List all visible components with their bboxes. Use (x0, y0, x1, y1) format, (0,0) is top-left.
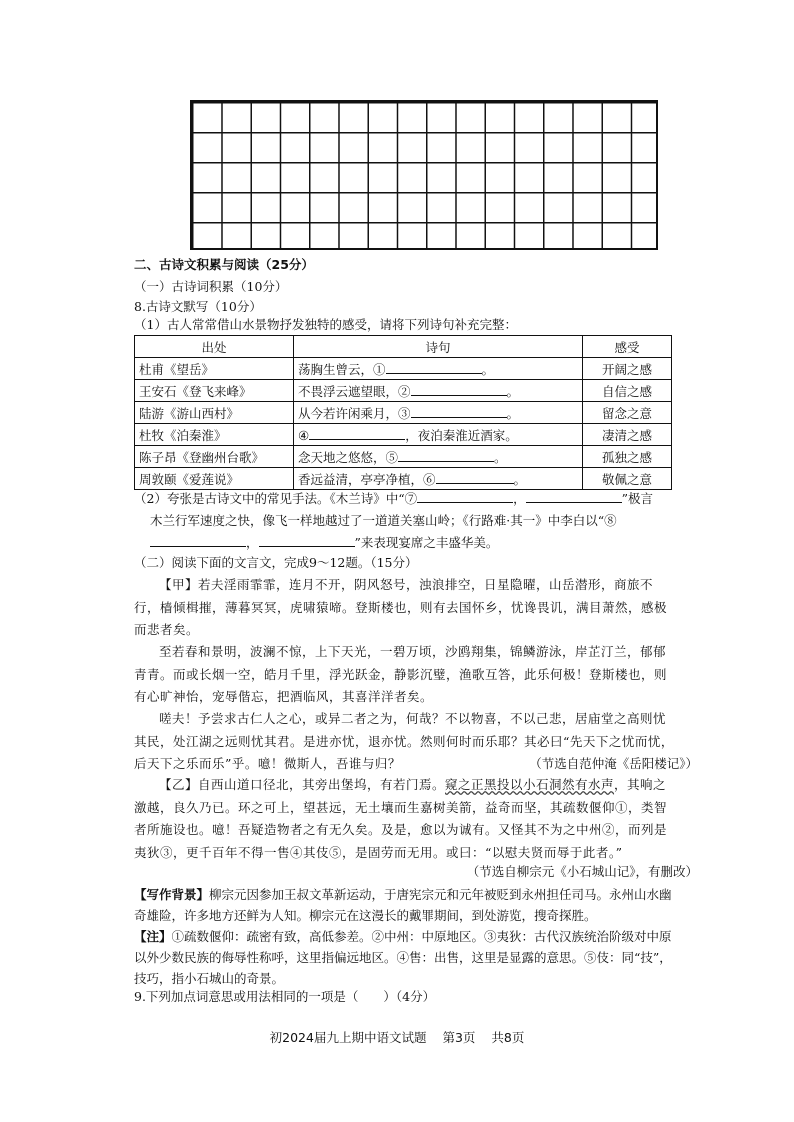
row-source: 陈子昂《登幽州台歌》 (135, 446, 294, 468)
passage-jia-source: （节选自范仲淹《岳阳楼记》） (529, 756, 698, 771)
row-verse: 从今若许闲乘月，③ 。 (294, 402, 583, 424)
notes: 【注】①疏数偃仰：疏密有致，高低参差。②中州：中原地区。③夷狄：古代汉族统治阶级对中原以外少数民族的侮辱性称呼，这里指偏远地区。④售：出售，这里是显露的意思。⑤伎：同“技”，技巧，指小石城山的奇景。 (134, 929, 672, 986)
row-feeling: 孤独之感 (583, 446, 672, 468)
writing-background: 【写作背景】柳宗元因参加王叔文革新运动，于唐宪宗元和元年被贬到永州担任司马。永州山水幽奇雄险，许多地方还鲜为人知。柳宗元在这漫长的戴罪期间，到处游览，搜奇探胜。 (134, 887, 672, 923)
answer-blank[interactable] (386, 361, 482, 374)
table-row (135, 424, 672, 446)
subsection-heading: （一）古诗词积累（10分） (134, 279, 288, 294)
answer-blank[interactable] (526, 490, 622, 503)
question-9: 9.下列加点词意思或用法相同的一项是（ ）（4分） (134, 989, 436, 1004)
row-feeling: 开阔之感 (583, 358, 672, 380)
row-verse: 香远益清，亭亭净植，⑥ 。 (294, 468, 583, 490)
row-feeling: 留念之意 (583, 402, 672, 424)
table-header-row (135, 336, 672, 358)
footer-total: 共8页 (491, 1030, 525, 1045)
page-footer (0, 1028, 794, 1046)
question-8: 8.古诗文默写（10分） (134, 299, 262, 314)
table-row (135, 380, 672, 402)
row-source: 周敦颐《爱莲说》 (135, 468, 294, 490)
answer-blank[interactable] (411, 405, 507, 418)
answer-blank[interactable] (309, 427, 405, 440)
answer-blank[interactable] (417, 490, 513, 503)
passage-jia-p2: 至若春和景明，波澜不惊，上下天光，一碧万顷，沙鸥翔集，锦鳞游泳，岸芷汀兰，郁郁青青。而或长烟一空，皓月千里，浮光跃金，静影沉璧，渔歌互答，此乐何极！登斯楼也，则有心旷神怡，宠辱偕忘，把酒临风，其喜洋洋者矣。 (134, 644, 668, 704)
row-source: 王安石《登飞来峰》 (135, 380, 294, 402)
row-source: 杜甫《望岳》 (135, 358, 294, 380)
row-feeling: 凄清之感 (583, 424, 672, 446)
table-row (135, 358, 672, 380)
answer-blank[interactable] (259, 534, 355, 547)
footer-title: 初2024届九上期中语文试题 (269, 1030, 427, 1045)
passage-yi: 【乙】自西山道口径北，其旁出堡坞，有若门焉。窥之正黑投以小石洞然有水声，其响之激越，良久乃已。环之可上，望甚远，无土壤而生嘉树美箭，益奇而坚，其疏数偃仰①，类智者所施设也。噫！吾疑造物者之有无久矣。及是，愈以为诚有。又怪其不为之中州②，而列是夷狄③，更千百年不得一售④其伎⑤，是固劳而无用。或曰：“以慰夫贤而辱于此者。” (134, 777, 668, 860)
footer-page: 第3页 (442, 1030, 476, 1045)
table-row (135, 446, 672, 468)
answer-blank[interactable] (411, 383, 507, 396)
section-heading: 二、古诗文积累与阅读（25分） (134, 257, 314, 272)
poem-table (134, 335, 672, 490)
header-source: 出处 (135, 336, 294, 358)
row-source: 杜牧《泊秦淮》 (135, 424, 294, 446)
row-verse: 不畏浮云遮望眼，② 。 (294, 380, 583, 402)
answer-blank[interactable] (150, 534, 246, 547)
row-verse: 荡胸生曾云，① 。 (294, 358, 583, 380)
passage-jia-p3: 嗟夫！予尝求古仁人之心，或异二者之为，何哉？不以物喜，不以己悲，居庙堂之高则忧其民，处江湖之远则忧其君。是进亦忧，退亦忧。然则何时而乐耶？其必曰“先天下之忧而忧，后天下之乐而乐”乎。噫！微斯人，吾谁与归？ (134, 711, 674, 771)
question-8-2-line3: ， ”来表现宴席之丰盛华美。 (150, 534, 498, 552)
row-verse: 念天地之悠悠，⑤ 。 (294, 446, 583, 468)
question-8-2-line1: （2）夸张是古诗文中的常见手法。《木兰诗》中“⑦ ， ”极言 (134, 491, 654, 506)
header-feeling: 感受 (583, 336, 672, 358)
question-8-2-line2: 木兰行军速度之快，像飞一样地越过了一道道关塞山岭；《行路难·其一》中李白以“⑧ (150, 513, 617, 528)
answer-blank[interactable] (436, 471, 514, 484)
row-source: 陆游《游山西村》 (135, 402, 294, 424)
subsection-2-heading: （二）阅读下面的文言文，完成9～12题。（15分） (134, 555, 418, 570)
composition-grid (190, 100, 658, 250)
wavy-underlined-sentence: 窥之正黑投以小石洞然有水声 (445, 777, 615, 792)
table-row (135, 468, 672, 490)
passage-jia-p1: 【甲】若夫淫雨霏霏，连月不开，阴风怒号，浊浪排空，日星隐曜，山岳潜形，商旅不行，樯倾楫摧，薄暮冥冥，虎啸猿啼。登斯楼也，则有去国怀乡，忧谗畏讥，满目萧然，感极而悲者矣。 (134, 577, 668, 637)
question-8-1: （1）古人常常借山水景物抒发独特的感受，请将下列诗句补充完整： (134, 317, 517, 332)
passage-yi-source: （节选自柳宗元《小石城山记》，有删改） (466, 864, 698, 879)
row-feeling: 自信之感 (583, 380, 672, 402)
answer-blank[interactable] (398, 449, 494, 462)
header-verse: 诗句 (294, 336, 583, 358)
row-verse: ④ ，夜泊秦淮近酒家。 (294, 424, 583, 446)
row-feeling: 敬佩之意 (583, 468, 672, 490)
table-row (135, 402, 672, 424)
